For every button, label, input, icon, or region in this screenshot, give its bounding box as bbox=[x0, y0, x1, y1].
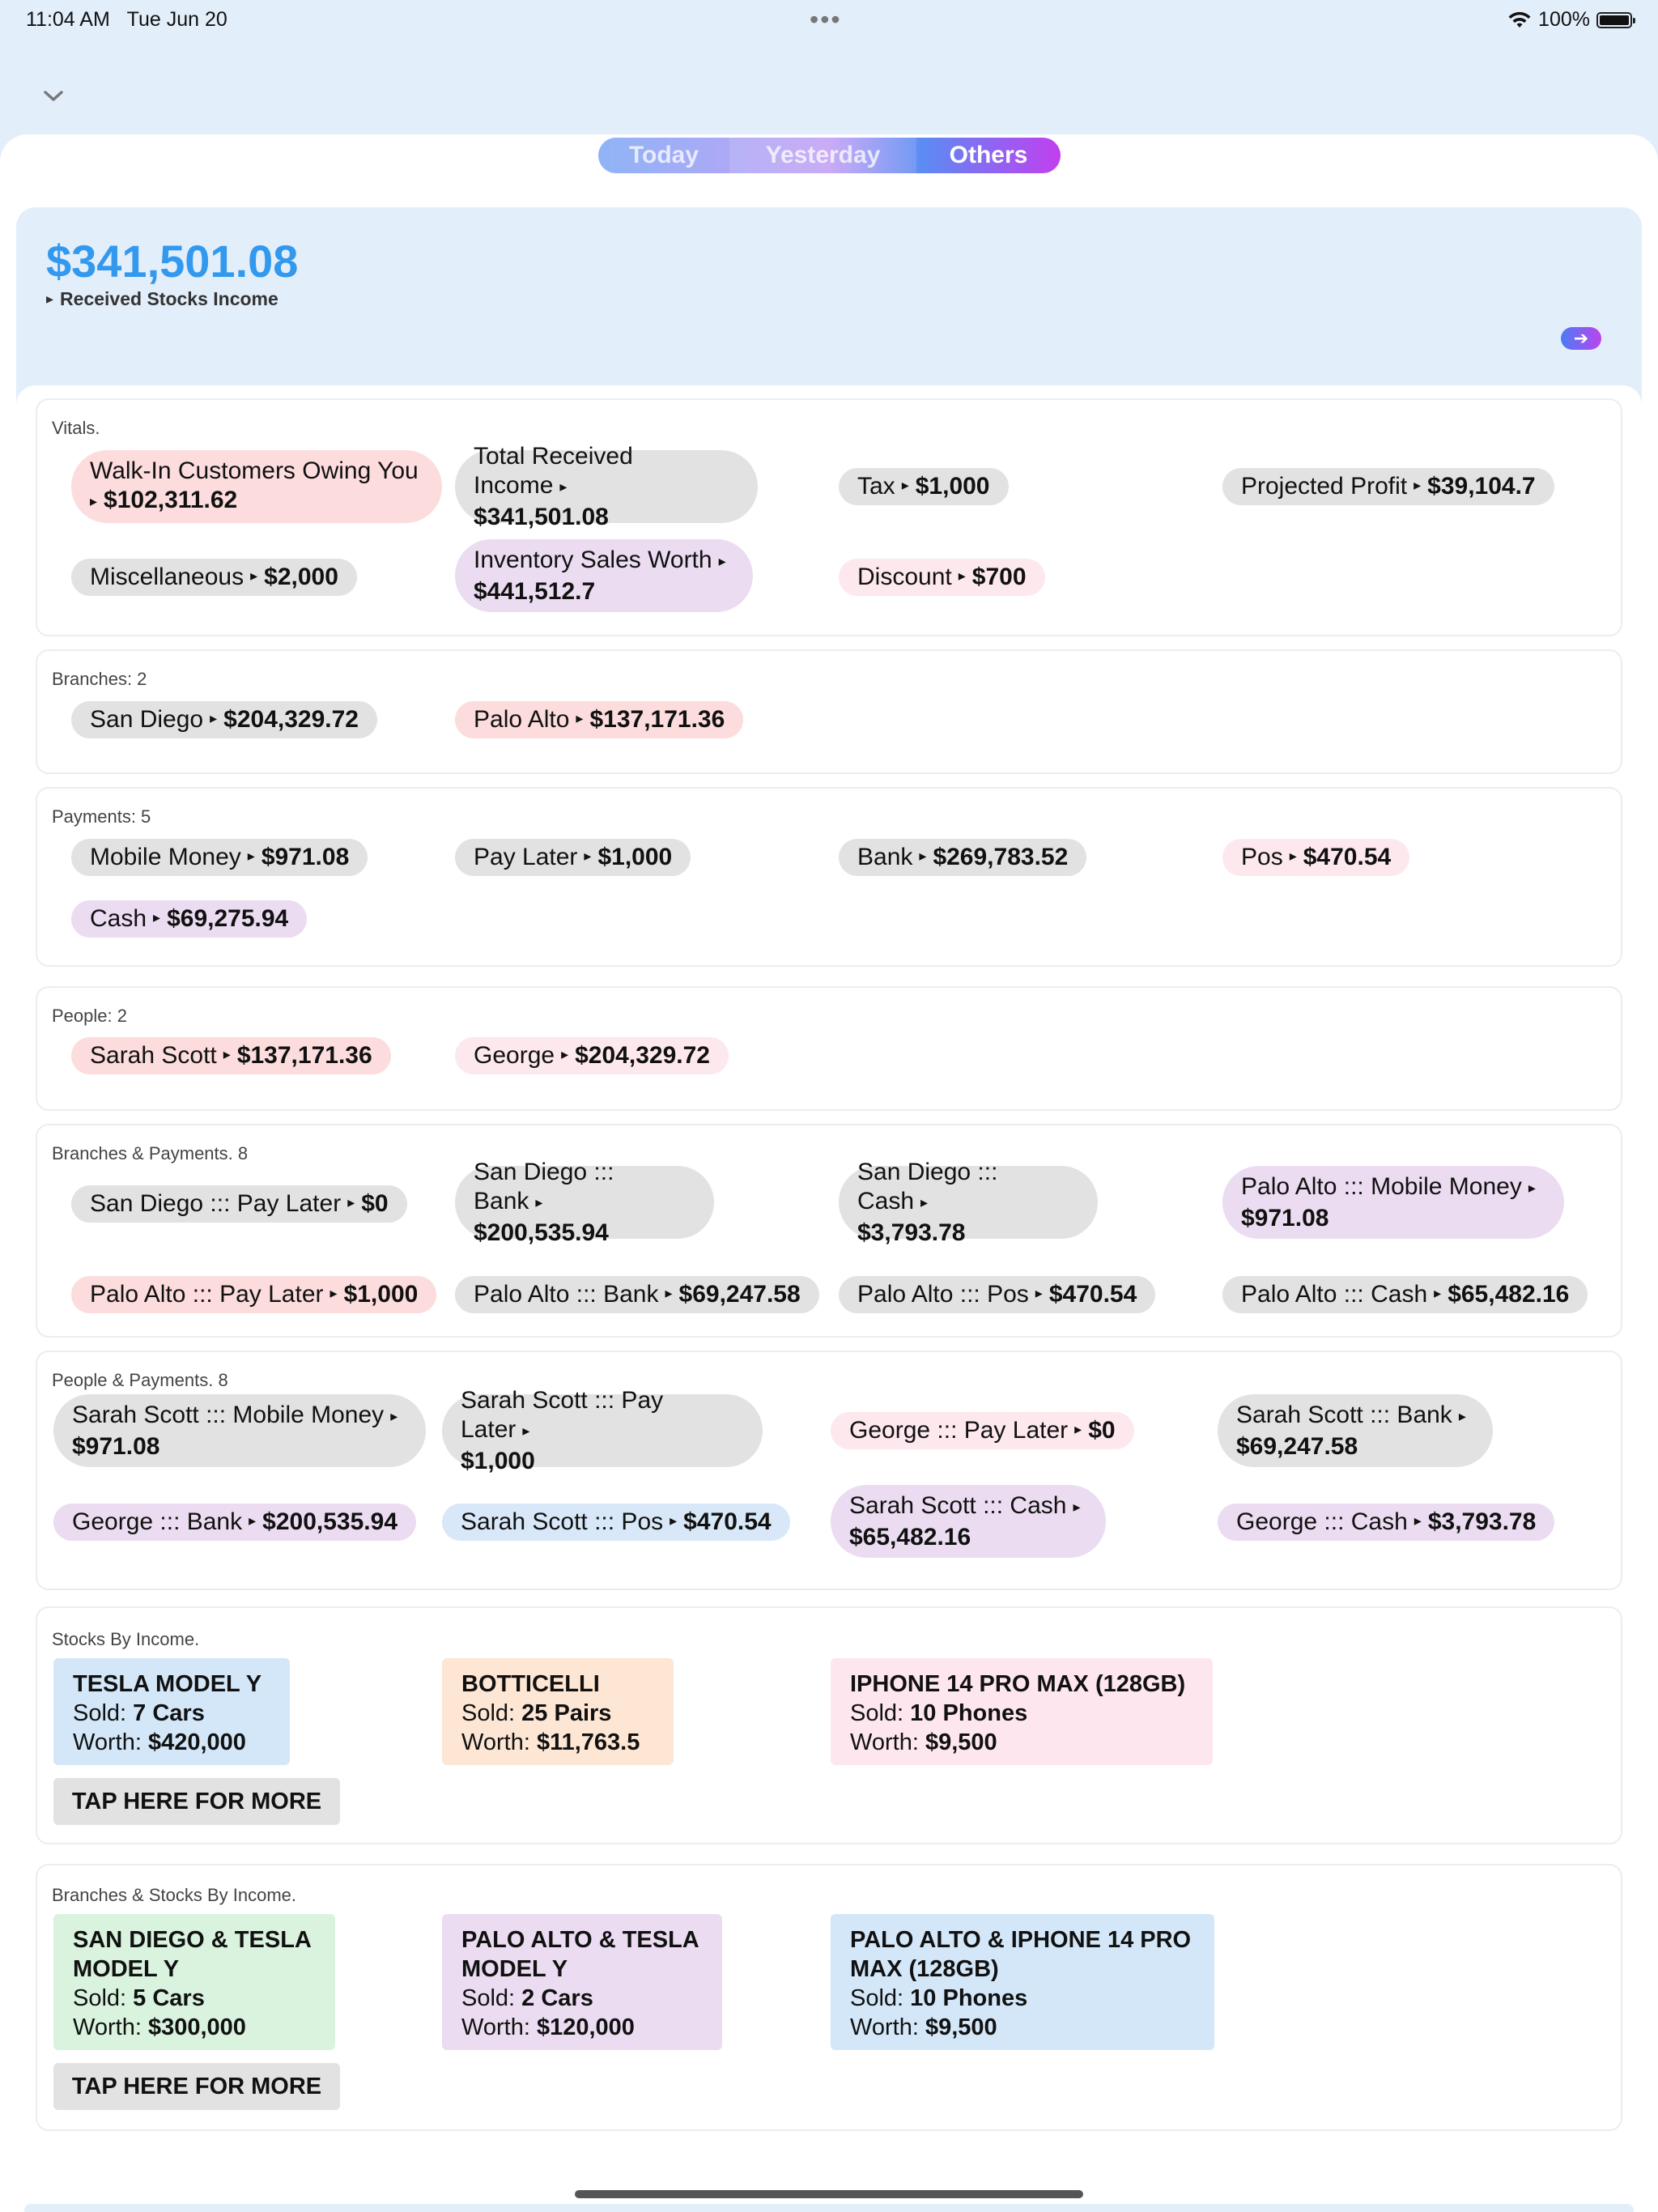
stock-name: PALO ALTO & TESLA MODEL Y bbox=[461, 1927, 699, 1982]
branch-payment-item[interactable]: Palo Alto ::: Mobile Money ▸ $971.08 bbox=[1222, 1166, 1564, 1239]
tab-yesterday[interactable]: Yesterday bbox=[729, 138, 916, 173]
stock-name: BOTTICELLI bbox=[461, 1671, 600, 1697]
branch-payment-item[interactable]: Palo Alto ::: Pos ▸ $470.54 bbox=[839, 1276, 1155, 1313]
payment-mobile-money[interactable]: Mobile Money ▸ $971.08 bbox=[71, 839, 368, 876]
content-panel bbox=[16, 385, 1642, 2170]
section-title: Payments: 5 bbox=[52, 806, 151, 827]
branch-stock-card[interactable]: PALO ALTO & TESLA MODEL Y Sold: 2 Cars Worth: $120,000 bbox=[442, 1914, 722, 2050]
stock-name: SAN DIEGO & TESLA MODEL Y bbox=[73, 1927, 311, 1982]
person-payment-item[interactable]: Sarah Scott ::: Pay Later ▸ $1,000 bbox=[442, 1394, 763, 1467]
vital-inventory-sales-worth[interactable]: Inventory Sales Worth ▸ $441,512.7 bbox=[455, 539, 753, 612]
stock-name: PALO ALTO & IPHONE 14 PRO MAX (128GB) bbox=[850, 1927, 1192, 1982]
status-clock: 11:04 AM bbox=[26, 8, 110, 31]
person-payment-item[interactable]: Sarah Scott ::: Cash ▸ $65,482.16 bbox=[831, 1485, 1106, 1558]
vital-miscellaneous[interactable]: Miscellaneous ▸ $2,000 bbox=[71, 559, 357, 596]
tap-for-more-button[interactable]: TAP HERE FOR MORE bbox=[53, 1778, 340, 1825]
branch-payment-item[interactable]: San Diego ::: Pay Later ▸ $0 bbox=[71, 1185, 407, 1223]
branch-stock-card[interactable]: SAN DIEGO & TESLA MODEL Y Sold: 5 Cars Worth: $300,000 bbox=[53, 1914, 335, 2050]
people-payments-section bbox=[36, 1351, 1622, 1590]
section-title: People & Payments. 8 bbox=[52, 1370, 228, 1390]
wifi-icon bbox=[1507, 11, 1532, 29]
chevron-down-icon[interactable] bbox=[42, 84, 65, 107]
stock-card[interactable]: TESLA MODEL Y Sold: 7 Cars Worth: $420,000 bbox=[53, 1658, 290, 1765]
stock-name: IPHONE 14 PRO MAX (128GB) bbox=[850, 1671, 1186, 1697]
person-sarah-scott[interactable]: Sarah Scott ▸ $137,171.36 bbox=[71, 1037, 391, 1074]
section-title: Stocks By Income. bbox=[52, 1629, 200, 1649]
vital-total-received-income[interactable]: Total Received Income ▸ $341,501.08 bbox=[455, 450, 758, 523]
person-payment-item[interactable]: Sarah Scott ::: Bank ▸ $69,247.58 bbox=[1218, 1394, 1493, 1467]
stock-name: TESLA MODEL Y bbox=[73, 1671, 262, 1697]
total-amount-label: ▸ Received Stocks Income bbox=[46, 288, 278, 309]
stock-card[interactable]: IPHONE 14 PRO MAX (128GB) Sold: 10 Phones Worth: $9,500 bbox=[831, 1658, 1213, 1765]
branch-palo-alto[interactable]: Palo Alto ▸ $137,171.36 bbox=[455, 701, 743, 738]
section-title: People: 2 bbox=[52, 1006, 127, 1026]
branch-payment-item[interactable]: San Diego ::: Bank ▸ $200,535.94 bbox=[455, 1166, 714, 1239]
payment-bank[interactable]: Bank ▸ $269,783.52 bbox=[839, 839, 1086, 876]
period-segmented-control bbox=[598, 138, 1061, 173]
payments-section bbox=[36, 787, 1622, 967]
person-payment-item[interactable]: George ::: Pay Later ▸ $0 bbox=[831, 1412, 1134, 1449]
branch-stock-card[interactable]: PALO ALTO & IPHONE 14 PRO MAX (128GB) Sold: 10 Phones Worth: $9,500 bbox=[831, 1914, 1214, 2050]
person-payment-item[interactable]: George ::: Bank ▸ $200,535.94 bbox=[53, 1504, 416, 1541]
vital-projected-profit[interactable]: Projected Profit ▸ $39,104.7 bbox=[1222, 468, 1554, 505]
branch-payment-item[interactable]: Palo Alto ::: Pay Later ▸ $1,000 bbox=[71, 1276, 436, 1313]
battery-percent: 100% bbox=[1538, 8, 1590, 31]
section-title: Vitals. bbox=[52, 418, 100, 438]
payment-cash[interactable]: Cash ▸ $69,275.94 bbox=[71, 900, 307, 938]
person-george[interactable]: George ▸ $204,329.72 bbox=[455, 1037, 729, 1074]
person-payment-item[interactable]: Sarah Scott ::: Mobile Money ▸ $971.08 bbox=[53, 1394, 426, 1467]
branch-san-diego[interactable]: San Diego ▸ $204,329.72 bbox=[71, 701, 377, 738]
arrow-right-icon[interactable]: ➔ bbox=[1561, 327, 1601, 350]
branch-payment-item[interactable]: Palo Alto ::: Bank ▸ $69,247.58 bbox=[455, 1276, 819, 1313]
stock-card[interactable]: BOTTICELLI Sold: 25 Pairs Worth: $11,763.5 bbox=[442, 1658, 674, 1765]
multitasking-dots-icon[interactable]: ••• bbox=[810, 5, 842, 34]
branch-payment-item[interactable]: San Diego ::: Cash ▸ $3,793.78 bbox=[839, 1166, 1098, 1239]
status-date: Tue Jun 20 bbox=[126, 8, 227, 31]
vital-tax[interactable]: Tax ▸ $1,000 bbox=[839, 468, 1009, 505]
tap-for-more-button[interactable]: TAP HERE FOR MORE bbox=[53, 2063, 340, 2110]
bottom-strip bbox=[24, 2204, 1634, 2212]
payment-pos[interactable]: Pos ▸ $470.54 bbox=[1222, 839, 1409, 876]
total-amount-caption: Received Stocks Income bbox=[60, 288, 278, 309]
tab-today[interactable]: Today bbox=[628, 142, 699, 168]
battery-icon bbox=[1596, 12, 1632, 28]
home-indicator[interactable] bbox=[575, 2190, 1083, 2198]
tab-others[interactable]: Others bbox=[949, 142, 1028, 168]
section-title: Branches & Payments. 8 bbox=[52, 1143, 249, 1163]
vital-discount[interactable]: Discount ▸ $700 bbox=[839, 559, 1045, 596]
status-right bbox=[1507, 8, 1632, 32]
section-title: Branches & Stocks By Income. bbox=[52, 1885, 297, 1905]
person-payment-item[interactable]: George ::: Cash ▸ $3,793.78 bbox=[1218, 1504, 1554, 1541]
vital-walk-in-customers[interactable]: Walk-In Customers Owing You ▸ $102,311.62 bbox=[71, 450, 442, 523]
branch-payment-item[interactable]: Palo Alto ::: Cash ▸ $65,482.16 bbox=[1222, 1276, 1588, 1313]
total-amount: $341,501.08 bbox=[46, 236, 299, 287]
payment-pay-later[interactable]: Pay Later ▸ $1,000 bbox=[455, 839, 691, 876]
section-title: Branches: 2 bbox=[52, 669, 147, 689]
status-time bbox=[26, 8, 227, 32]
person-payment-item[interactable]: Sarah Scott ::: Pos ▸ $470.54 bbox=[442, 1504, 790, 1541]
